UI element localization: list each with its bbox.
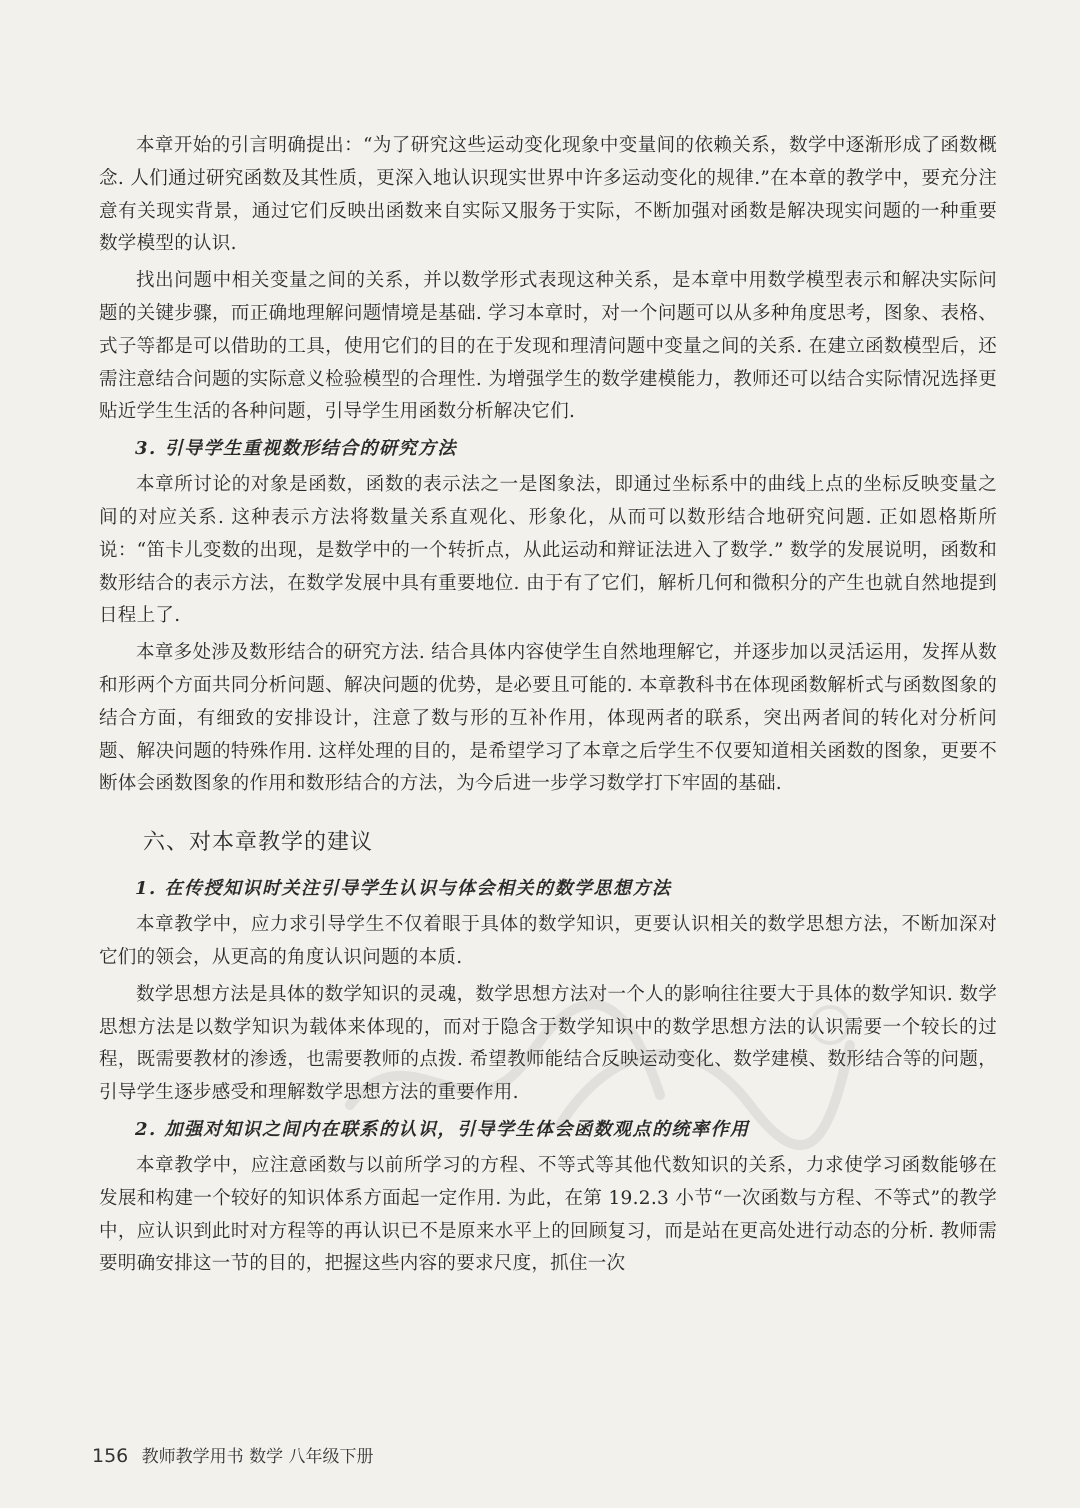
- subheading-s2: 2. 加强对知识之间内在联系的认识，引导学生体会函数观点的统率作用: [135, 1118, 750, 1140]
- paragraph-s2-1: 本章教学中，应注意函数与以前所学习的方程、不等式等其他代数知识的关系，力求使学习函数能够在发展和构建一个较好的知识体系方面起一定作用. 为此，在第 19.2.3 小节“一次函数与方程、不等式”的教学中，应认识到此时对方程等的再认识已不是原来水平上的回顾复习，而是站在更高处进行动态的分析. 教师需要明确安排这一节的目的，把握这些内容的要求尺度，抓住一次: [99, 1154, 997, 1275]
- book-title: 教师教学用书 数学 八年级下册: [141, 1447, 374, 1467]
- subheading-s1: 1. 在传授知识时关注引导学生认识与体会相关的数学思想方法: [135, 878, 672, 900]
- section-title: 六、对本章教学的建议: [143, 830, 374, 856]
- page-number: 156: [92, 1445, 129, 1467]
- main-content: [99, 130, 997, 1285]
- paragraph-intro-1: 本章开始的引言明确提出：“为了研究这些运动变化现象中变量间的依赖关系，数学中逐渐形成了函数概念. 人们通过研究函数及其性质，更深入地认识现实世界中许多运动变化的规律.”在本章的教学中，要充分注意有关现实背景，通过它们反映出函数来自实际又服务于实际，不断加强对函数是解决现实问题的一种重要数学模型的认识.: [99, 135, 997, 255]
- paragraph-s1-1: 本章教学中，应力求引导学生不仅着眼于具体的数学知识，更要认识相关的数学思想方法，不断加深对它们的领会，从更高的角度认识问题的本质.: [99, 914, 997, 968]
- paragraph-3-1: 本章所讨论的对象是函数，函数的表示法之一是图象法，即通过坐标系中的曲线上点的坐标反映变量之间的对应关系. 这种表示方法将数量关系直观化、形象化，从而可以数形结合地研究问题. 正如恩格斯所说：“笛卡儿变数的出现，是数学中的一个转折点，从此运动和辩证法进入了数学.” 数学的发展说明，函数和数形结合的表示方法，在数学发展中具有重要地位. 由于有了它们，解析几何和微积分的产生也就自然地提到日程上了.: [99, 474, 997, 627]
- paragraph-3-2: 本章多处涉及数形结合的研究方法. 结合具体内容使学生自然地理解它，并逐步加以灵活运用，发挥从数和形两个方面共同分析问题、解决问题的优势，是必要且可能的. 本章教科书在体现函数解析式与函数图象的结合方面，有细致的安排设计，注意了数与形的互补作用，体现两者的联系，突出两者间的转化对分析问题、解决问题的特殊作用. 这样处理的目的，是希望学习了本章之后学生不仅要知道相关函数的图象，更要不断体会函数图象的作用和数形结合的方法，为今后进一步学习数学打下牢固的基础.: [99, 642, 997, 795]
- paragraph-s1-2: 数学思想方法是具体的数学知识的灵魂，数学思想方法对一个人的影响往往要大于具体的数学知识. 数学思想方法是以数学知识为载体来体现的，而对于隐含于数学知识中的数学思想方法的认识需要一个较长的过程，既需要教材的渗透，也需要教师的点拨. 希望教师能结合反映运动变化、数学建模、数形结合等的问题，引导学生逐步感受和理解数学思想方法的重要作用.: [99, 983, 997, 1104]
- paragraph-intro-2: 找出问题中相关变量之间的关系，并以数学形式表现这种关系，是本章中用数学模型表示和解决实际问题的关键步骤，而正确地理解问题情境是基础. 学习本章时，对一个问题可以从多种角度思考，图象、表格、式子等都是可以借助的工具，使用它们的目的在于发现和理清问题中变量之间的关系. 在建立函数模型后，还需注意结合问题的实际意义检验模型的合理性. 为增强学生的数学建模能力，教师还可以结合实际情况选择更贴近学生生活的各种问题，引导学生用函数分析解决它们.: [99, 270, 997, 423]
- page-footer: [92, 1442, 373, 1467]
- subheading-3: 3. 引导学生重视数形结合的研究方法: [135, 438, 458, 460]
